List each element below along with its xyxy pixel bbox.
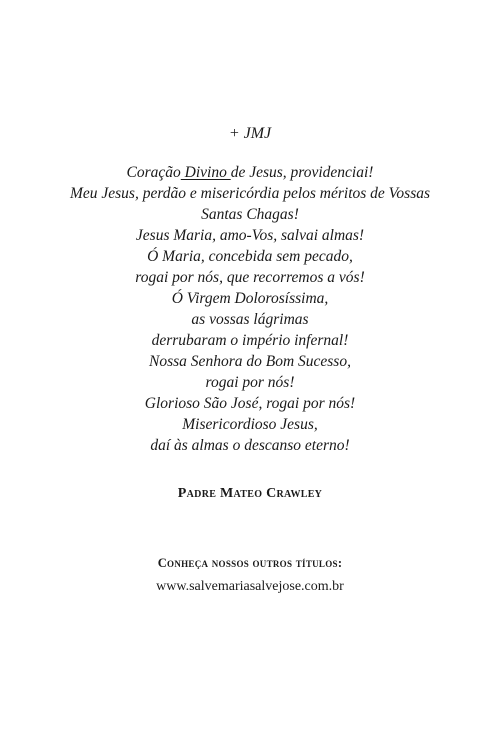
prayer-underlined-word: Divino bbox=[180, 164, 231, 181]
prayer-line bbox=[0, 162, 500, 183]
prayer-line: derrubaram o império infernal! bbox=[151, 332, 349, 349]
footer-title: Conheça nossos outros títulos: bbox=[157, 556, 343, 570]
prayer-line: Meu Jesus, perdão e misericórdia pelos méritos de Vossas bbox=[69, 185, 431, 202]
prayer-line: rogai por nós! bbox=[205, 374, 295, 391]
prayer-line: as vossas lágrimas bbox=[191, 311, 309, 328]
prayer-line: Glorioso São José, rogai por nós! bbox=[144, 395, 356, 412]
author-name: Padre Mateo Crawley bbox=[177, 486, 323, 501]
prayer-line: Ó Virgem Dolorosíssima, bbox=[171, 290, 329, 307]
prayer-line: daí às almas o descanso eterno! bbox=[150, 437, 350, 454]
prayer-line: Nossa Senhora do Bom Sucesso, bbox=[149, 353, 351, 370]
prayer-line: Ó Maria, concebida sem pecado, bbox=[147, 248, 353, 265]
prayer-line-start: Coração bbox=[126, 164, 181, 181]
prayer-line: rogai por nós, que recorremos a vós! bbox=[135, 269, 365, 286]
header-jmj: + JMJ bbox=[228, 125, 272, 142]
prayer-line-end: de Jesus, providenciai! bbox=[230, 164, 374, 181]
prayer-text bbox=[0, 162, 500, 456]
prayer-line: Misericordioso Jesus, bbox=[182, 416, 318, 433]
prayer-line: Jesus Maria, amo-Vos, salvai almas! bbox=[135, 227, 365, 244]
prayer-line: Santas Chagas! bbox=[201, 206, 299, 223]
footer-url: www.salvemariasalvejose.com.br bbox=[156, 579, 344, 594]
